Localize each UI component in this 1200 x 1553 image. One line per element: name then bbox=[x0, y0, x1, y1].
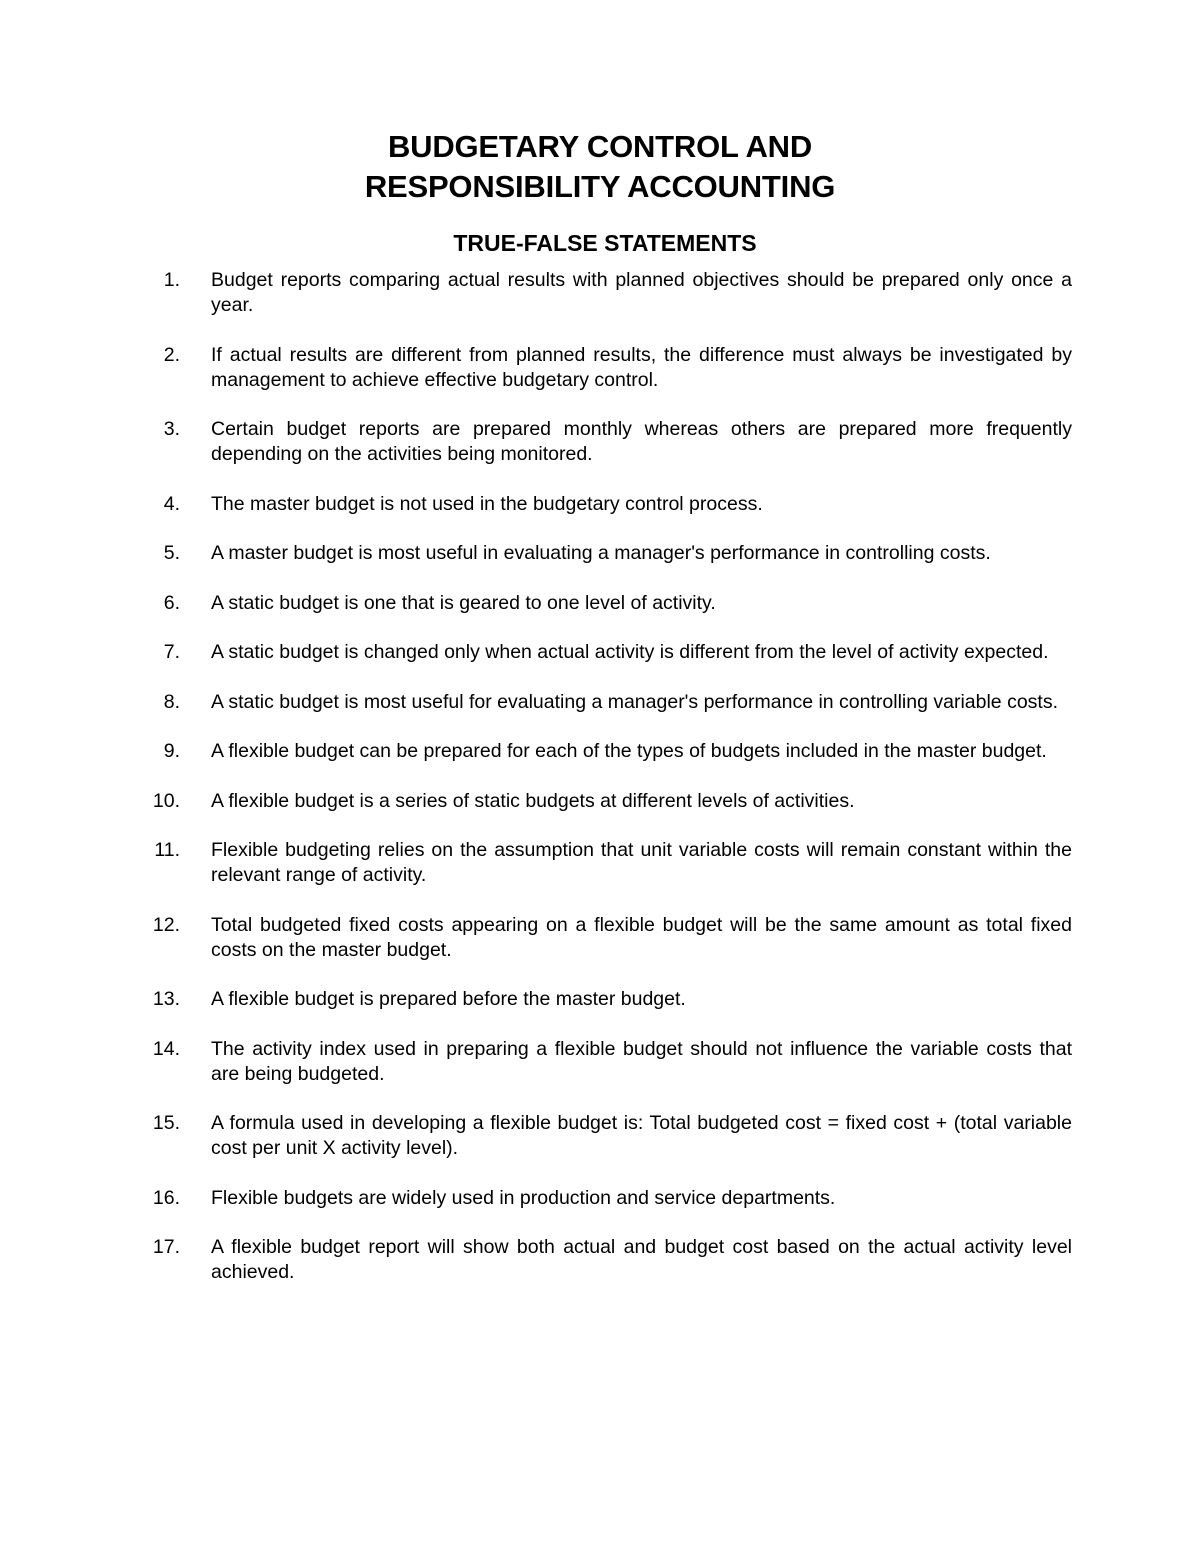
statement-text: If actual results are different from planned results, the difference must always be investigated by management to achieve effective budgetary control. bbox=[211, 343, 1072, 391]
statement-text: A flexible budget report will show both actual and budget cost based on the actual activity level achieved. bbox=[211, 1236, 1072, 1283]
statement-item bbox=[0, 591, 1200, 616]
statement-number: 8. bbox=[163, 690, 180, 713]
statement-text: Certain budget reports are prepared monthly whereas others are prepared more frequently depending on the activities being monitored. bbox=[211, 418, 1072, 465]
statement-number: 15. bbox=[152, 1112, 180, 1134]
statement-item bbox=[0, 789, 1200, 814]
statement-text: A flexible budget is a series of static budgets at different levels of activities. bbox=[211, 789, 855, 812]
statement-number: 4. bbox=[163, 492, 180, 515]
statement-text: A static budget is changed only when actual activity is different from the level of activity expected. bbox=[211, 641, 1049, 663]
statement-item bbox=[0, 640, 1200, 665]
statement-item bbox=[0, 417, 1200, 467]
statement-text: Budget reports comparing actual results with planned objectives should be prepared only once a year. bbox=[211, 269, 1072, 316]
statement-text: Flexible budgets are widely used in production and service departments. bbox=[211, 1186, 836, 1209]
statement-number: 9. bbox=[163, 740, 180, 762]
statement-number: 17. bbox=[152, 1236, 180, 1258]
statement-item bbox=[0, 541, 1200, 566]
statement-text: A master budget is most useful in evaluating a manager's performance in controlling costs. bbox=[211, 542, 991, 564]
statement-item bbox=[0, 913, 1200, 963]
statement-item bbox=[0, 492, 1200, 517]
section-heading: TRUE-FALSE STATEMENTS bbox=[453, 230, 757, 256]
statement-text: Flexible budgeting relies on the assumption that unit variable costs will remain constant within the relevant range of activity. bbox=[211, 839, 1072, 886]
statement-item bbox=[0, 739, 1200, 764]
statement-item bbox=[0, 690, 1200, 715]
statement-text: A static budget is one that is geared to one level of activity. bbox=[211, 591, 716, 614]
statement-item bbox=[0, 838, 1200, 888]
statement-number: 11. bbox=[154, 839, 180, 861]
statement-number: 12. bbox=[152, 913, 180, 936]
statement-item bbox=[0, 268, 1200, 318]
statement-number: 3. bbox=[163, 418, 180, 440]
statement-item bbox=[0, 343, 1200, 393]
statement-number: 6. bbox=[163, 591, 180, 614]
statement-text: Total budgeted fixed costs appearing on a flexible budget will be the same amount as total fixed costs on the master budget. bbox=[211, 913, 1072, 961]
page-title bbox=[0, 127, 1200, 207]
statement-list bbox=[0, 268, 1200, 1310]
statement-number: 1. bbox=[163, 269, 180, 291]
statement-text: A flexible budget is prepared before the master budget. bbox=[211, 988, 686, 1010]
statement-text: The activity index used in preparing a flexible budget should not influence the variable costs that are being budgeted. bbox=[211, 1037, 1072, 1085]
statement-text: The master budget is not used in the budgetary control process. bbox=[211, 492, 763, 515]
title-line-2: RESPONSIBILITY ACCOUNTING bbox=[364, 169, 836, 204]
statement-number: 16. bbox=[152, 1186, 180, 1209]
statement-number: 2. bbox=[163, 343, 180, 366]
statement-item bbox=[0, 1037, 1200, 1087]
statement-text: A static budget is most useful for evaluating a manager's performance in controlling variable costs. bbox=[211, 690, 1058, 713]
statement-number: 5. bbox=[163, 542, 180, 564]
statement-item bbox=[0, 1235, 1200, 1285]
title-line-1: BUDGETARY CONTROL AND bbox=[387, 129, 813, 164]
statement-item bbox=[0, 987, 1200, 1012]
statement-item bbox=[0, 1186, 1200, 1211]
statement-number: 10. bbox=[152, 789, 180, 812]
statement-item bbox=[0, 1111, 1200, 1161]
statement-number: 7. bbox=[163, 641, 180, 663]
statement-text: A flexible budget can be prepared for each of the types of budgets included in the master budget. bbox=[211, 740, 1047, 762]
statement-text: A formula used in developing a flexible budget is: Total budgeted cost = fixed cost + (total variable cost per unit X activity level). bbox=[211, 1112, 1072, 1159]
statement-number: 14. bbox=[152, 1037, 180, 1060]
statement-number: 13. bbox=[152, 988, 180, 1010]
